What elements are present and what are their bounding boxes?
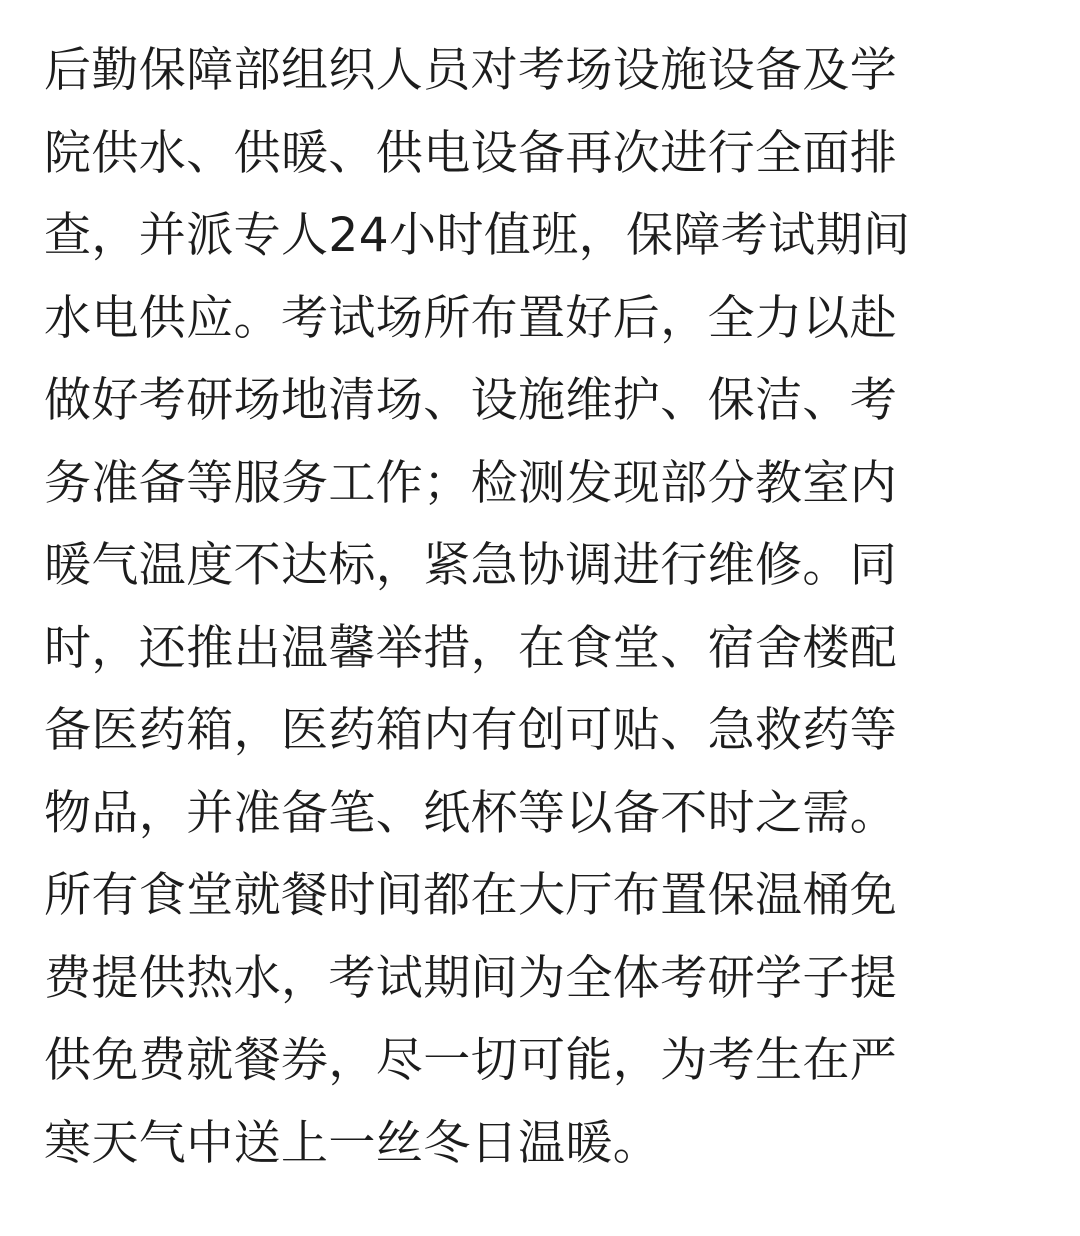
text-line: 寒天气中送上一丝冬日温暖。	[44, 1115, 661, 1171]
text-line: 暖气温度不达标，紧急协调进行维修。同	[44, 538, 898, 593]
article-paragraph	[44, 30, 1036, 1185]
text-line: 供免费就餐券，尽一切可能，为考生在严	[44, 1033, 898, 1088]
text-line: 物品，并准备笔、纸杯等以备不时之需。	[44, 785, 898, 841]
text-line: 后勤保障部组织人员对考场设施设备及学	[44, 43, 898, 98]
text-line: 所有食堂就餐时间都在大厅布置保温桶免	[44, 868, 898, 923]
text-line: 水电供应。考试场所布置好后，全力以赴	[44, 290, 898, 346]
text-line: 时，还推出温馨举措，在食堂、宿舍楼配	[44, 620, 898, 676]
text-line: 备医药箱，医药箱内有创可贴、急救药等	[44, 703, 898, 758]
text-line: 做好考研场地清场、设施维护、保洁、考	[44, 373, 898, 428]
text-line: 查，并派专人24小时值班，保障考试期间	[44, 208, 911, 263]
text-line: 院供水、供暖、供电设备再次进行全面排	[44, 125, 898, 181]
text-line: 费提供热水，考试期间为全体考研学子提	[44, 950, 898, 1006]
text-line: 务准备等服务工作；检测发现部分教室内	[44, 455, 898, 511]
